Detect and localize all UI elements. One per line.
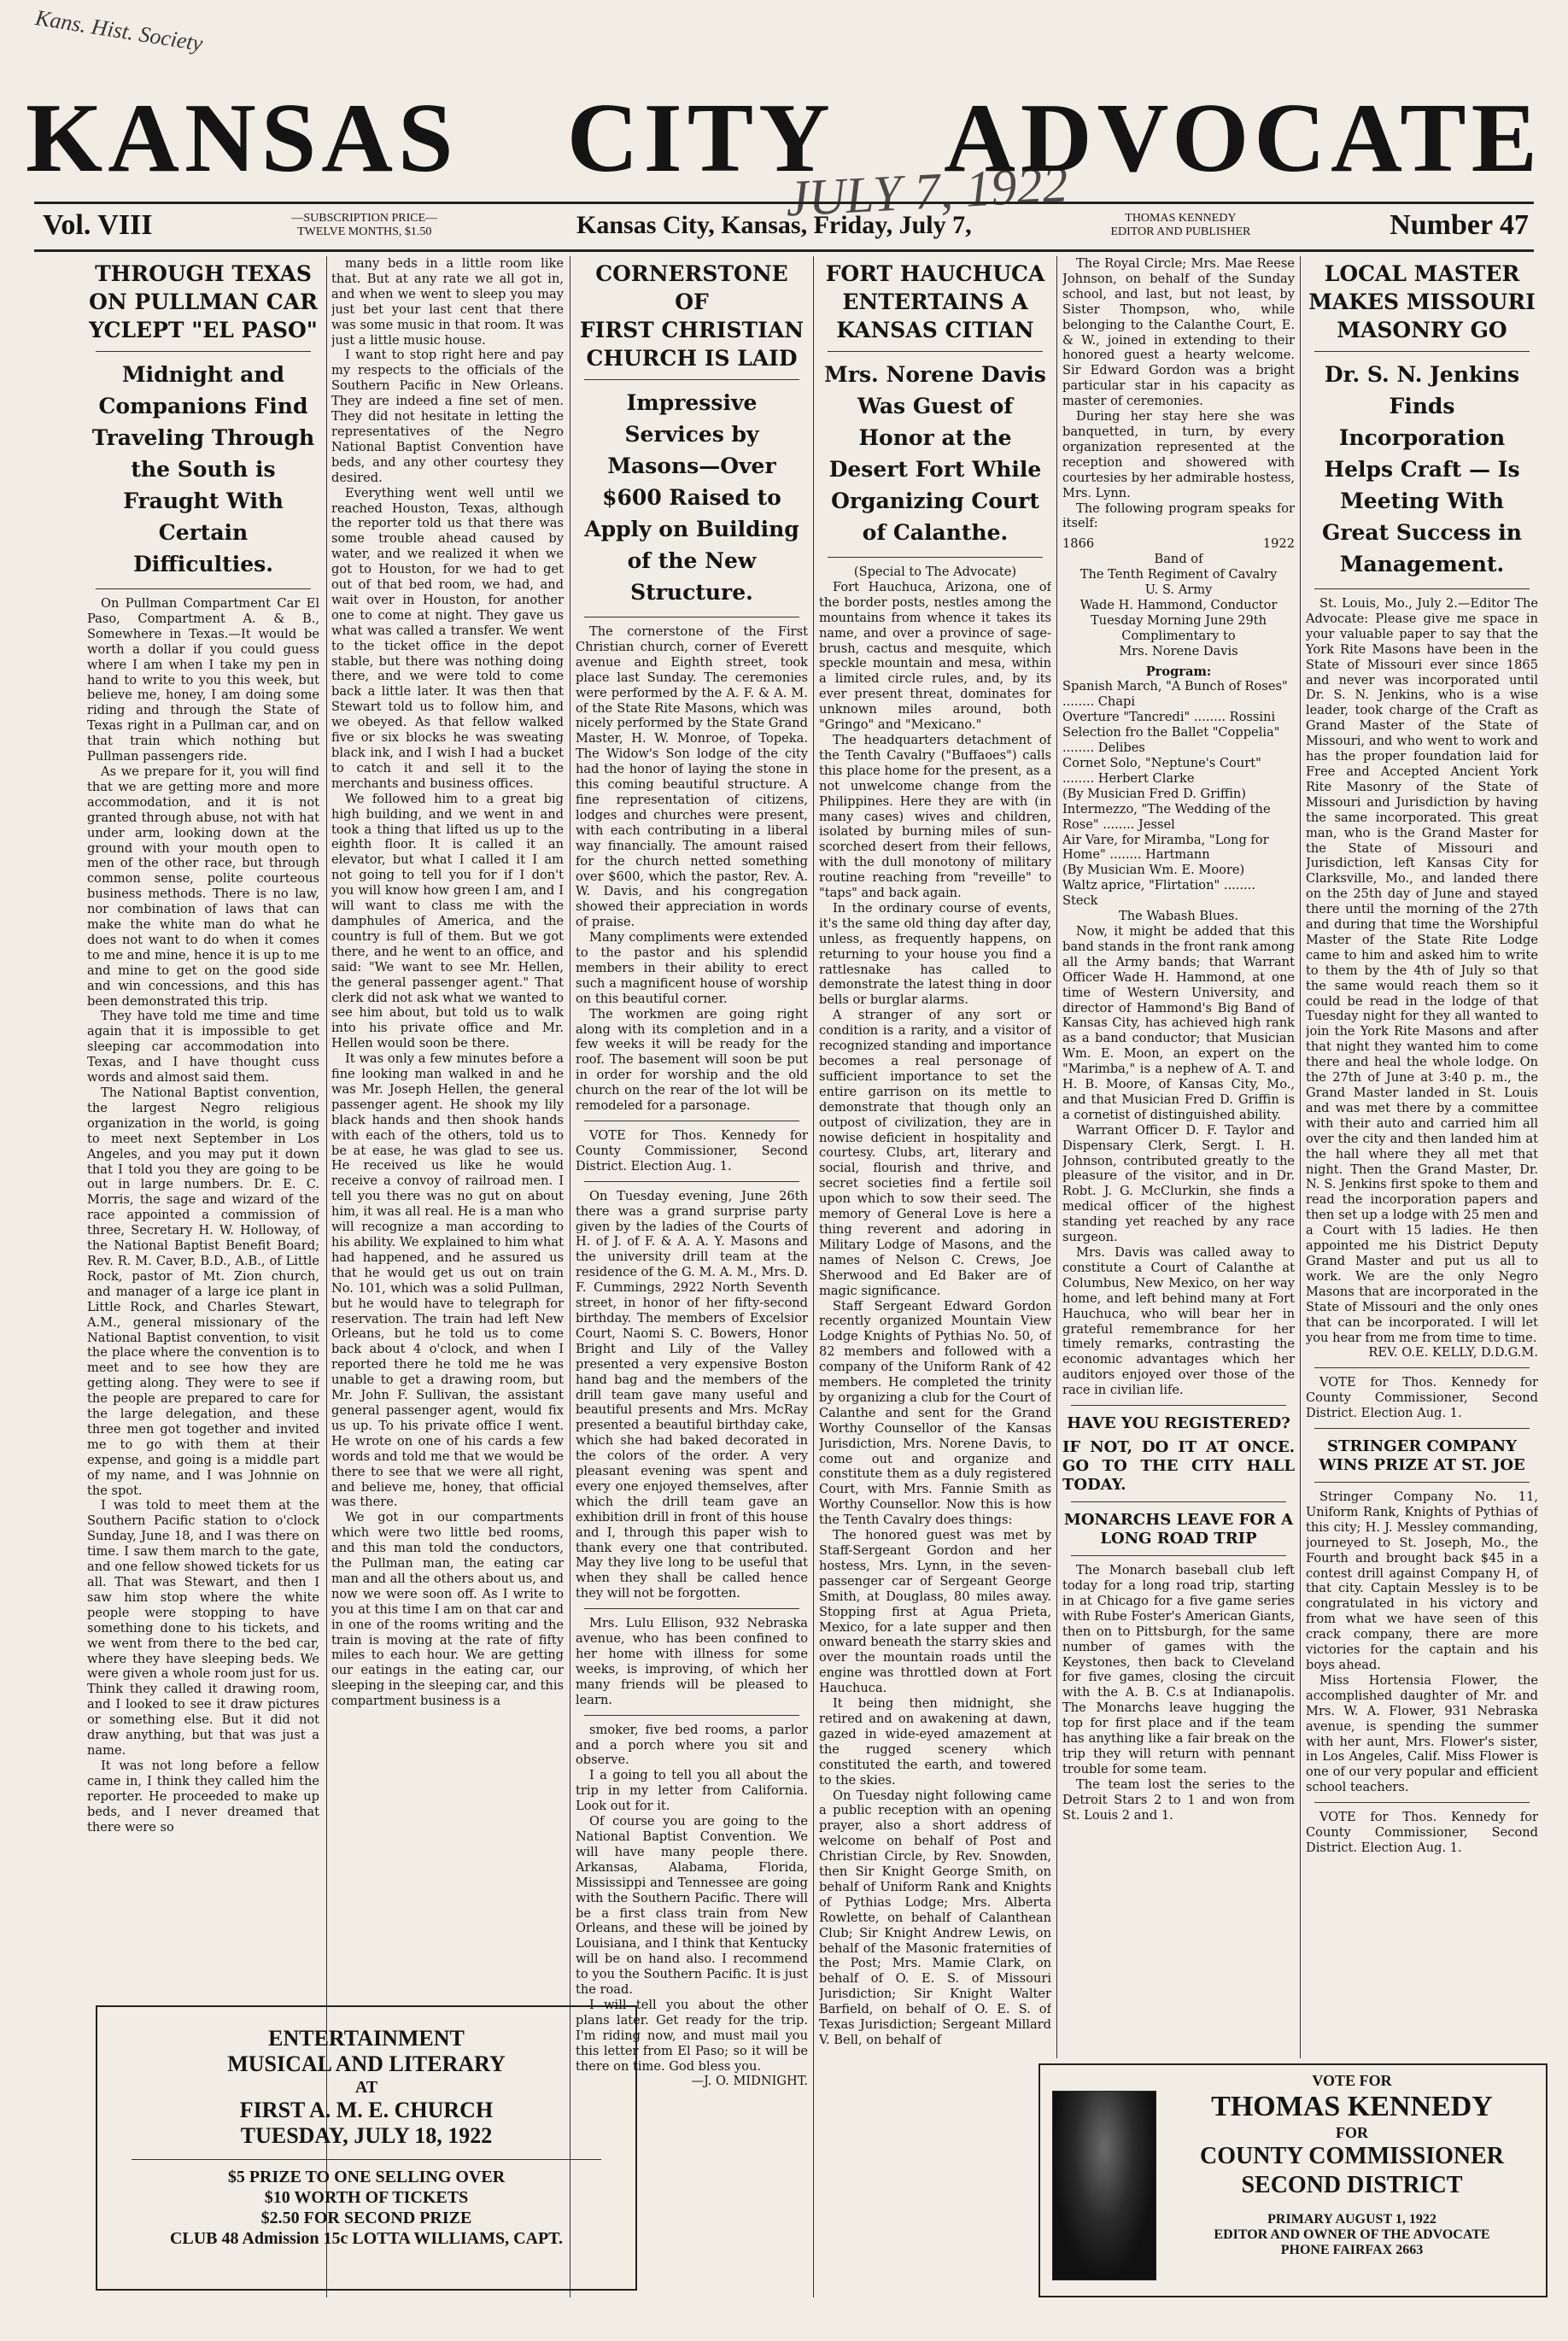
entertainment-ad <box>96 2005 637 2291</box>
column-4 <box>819 256 1051 2289</box>
article-paragraph: The workmen are going right along with its completion and in a few weeks it will be ready for the roof. The basement will soon be put in order for worship and the old church on the rear of the lot will be remodeled for a parsonage. <box>576 1006 808 1114</box>
program-item: Overture "Tancredi" ........ Rossini <box>1062 710 1276 725</box>
column-5 <box>1062 256 1295 2050</box>
program-item: (By Musician Fred D. Griffin) <box>1062 786 1246 801</box>
headline-cornerstone <box>576 260 808 372</box>
program-item: The Wabash Blues. <box>1119 909 1238 924</box>
article-paragraph: It was only a few minutes before a fine looking man walked in and he was Mr. Joseph Hellen, the general passenger agent. He shook my lily black hands and then shook hands with each of the others, told us to be at ease, he was glad to see us. He received us like he would receive a convoy of railroad men. I tell you there was no gut on about him, it was all real. He is a man who will recognize a man according to his ability. We explained to him what had happened, and he assured us that he would get us out on train No. 101, which was a solid Pullman, but he would have to telegraph for reservation. The train had left New Orleans, but he told us to come back about 4 o'clock, and when I reported there he told me he was unable to get a drawing room, but Mr. John F. Sullivan, the assistant general passenger agent, would fix us up. To his private office I went. He wrote on one of his cards a few words and told me that we would be there to see that we were all right, and believe me, honey, that official was there. <box>331 1051 564 1510</box>
headline-line: THROUGH TEXAS <box>95 261 312 286</box>
issue-number: Number 47 <box>1390 209 1529 241</box>
article-paragraph: In the ordinary course of events, it's the same old thing day after day, unless, as frequently happens, on returning to your house you find a rattlesnake has called to demonstrate the latest thing in door bells or burglar alarms. <box>819 900 1051 1008</box>
article-paragraph: Warrant Officer D. F. Taylor and Dispensary Clerk, Sergt. I. H. Johnson, contributed greatly to the pleasure of the visitor, and in Dr. Robt. J. G. McClurkin, she finds a medical officer of the highest standing yet reached by any race surgeon. <box>1062 1122 1295 1245</box>
article-paragraph: During her stay here she was banquetted, in turn, by every organization represented at the reception and showered with courtesies by her admirable hostess, Mrs. Lynn. <box>1062 409 1295 500</box>
headline-line: YCLEPT "EL PASO" <box>89 318 318 342</box>
dateline: Kansas City, Kansas, Friday, July 7, <box>576 211 972 239</box>
divider <box>1071 1405 1286 1406</box>
column-3 <box>576 256 808 2289</box>
column-1 <box>87 256 319 1999</box>
divider <box>1314 1802 1530 1803</box>
divider <box>828 557 1043 558</box>
article-paragraph: I want to stop right here and pay my respects to the officials of the Southern Pacific in New Orleans. They are indeed a fine set of men. They did not hesitate in letting the representatives of the Negro National Baptist Convention have beds, and any other courtesy they desired. <box>331 348 564 485</box>
article-paragraph: Stringer Company No. 11, Uniform Rank, Knights of Pythias of this city; H. J. Messley commanding, journeyed to St. Joseph, Mo., the Fourth and brought back $45 in a contest drill against Company H, of that city. Captain Messley is to be congratulated in his victory and from what we have seen of this crack company, there are more victories for the captain and his boys ahead. <box>1306 1489 1538 1672</box>
ad-line: $5 PRIZE TO ONE SELLING OVER <box>227 2168 506 2186</box>
signature: REV. O.E. KELLY, D.D.G.M. <box>1368 1345 1538 1361</box>
program-item: (By Musician Wm. E. Moore) <box>1062 863 1245 878</box>
article-paragraph: smoker, five bed rooms, a parlor and a porch where you sit and observe. <box>576 1722 808 1768</box>
ad-line: FOR <box>1336 2124 1368 2141</box>
headline-line: FORT HAUCHUCA <box>825 261 1045 286</box>
column-rule <box>1300 256 1301 2058</box>
article-paragraph: Now, it might be added that this band stands in the front rank among all the Army bands; that Warrant Officer Wade H. Hammond, at one time of Western University, and director of Hammond's Big Band of Kansas City, has achieved high rank as a band conductor; that Musician Wm. E. Moon, an expert on the "Marimba," is a nephew of A. T. and H. B. Moore, of Kansas City, Mo., and that Musician Fred D. Griffin is a cornetist of distinguished ability. <box>1062 923 1295 1122</box>
headline-line: MAKES MISSOURI <box>1308 290 1536 314</box>
program-item: Selection fro the Ballet "Coppelia" ........ Delibes <box>1062 725 1280 756</box>
masthead-word-kansas: KANSAS <box>26 84 459 193</box>
divider <box>584 1715 799 1716</box>
ad-line: MUSICAL AND LITERARY <box>227 2051 506 2076</box>
program-year: 1922 <box>1262 536 1295 552</box>
divider <box>584 1608 799 1609</box>
divider <box>1314 351 1530 352</box>
signature: —J. O. MIDNIGHT. <box>691 2074 808 2089</box>
column-rule <box>326 256 327 2297</box>
divider <box>828 351 1043 352</box>
headline-hauchuca <box>819 260 1051 344</box>
article-paragraph: The Monarch baseball club left today for a long road trip, starting in at Chicago for a five game series with Rube Foster's American Giants, then on to Pittsburgh, for the same number of games with the Keystones, then back to Cleveland for five games, closing the circuit with the A. B. C.s at Indianapolis. The Monarchs leave hugging the top for first place and if the team has anything like a fair break on the trip they will return with pennant trouble for some team. <box>1062 1563 1295 1776</box>
program-line: U. S. Army <box>1144 582 1213 598</box>
headline-line: MASONRY GO <box>1337 318 1507 342</box>
article-paragraph: The team lost the series to the Detroit Stars 2 to 1 and won from St. Louis 2 and 1. <box>1062 1776 1295 1823</box>
library-stamp: Kans. Hist. Society <box>33 5 205 56</box>
article-paragraph: The National Baptist convention, the largest Negro religious organization in the world, is going to meet next September in Los Angeles, and you may put it down that I told you they are going to be out in large numbers. Dr. E. C. Morris, the sage and wizard of the race appointed a commission of three, Secretary H. W. Holloway, of the National Baptist Benefit Board; Rev. R. M. Caver, B.D., A.B., of Little Rock, pastor of Mt. Zion church, and manager of a large ice plant in Little Rock, and Charles Stewart, A.M., general missionary of the National Baptist convention, to visit the place where the convention is to meet and to see how they are getting along. They were to see if the people are prepared to care for the large delegation, and these three men got together and invited me to go with them at their expense, and going is a middle part of my name, and I was Johnnie on the spot. <box>87 1086 319 1498</box>
editor-name: THOMAS KENNEDY <box>1125 212 1237 225</box>
article-paragraph: On Pullman Compartment Car El Paso, Compartment A. & B., Somewhere in Texas.—It would be worth a dollar if you could guess where I am when I take my pen in hand to write to you this week, but believe me, honey, I am doing some riding and through the State of Texas right in a Pullman car, and on that train which nothing but Pullman passengers ride. <box>87 596 319 764</box>
subscription-price <box>291 212 437 239</box>
ad-line: $10 WORTH OF TICKETS <box>264 2188 469 2207</box>
column-2 <box>331 256 564 1999</box>
article-paragraph: Staff Sergeant Edward Gordon recently organized Mountain View Lodge Knights of Pythias No. 50, of 82 members and followed with a company of the Uniform Rank of 42 members. He completed the trinity by organizing a club for the Court of Calanthe and sent for the Grand Worthy Counsellor of the Kansas Jurisdiction, Mrs. Norene Davis, to come out and organize and constitute them as a duly registered Court, with Mrs. Fannie Smith as Worthy Counsellor. Now this is how the Tenth Cavalry does things: <box>819 1298 1051 1528</box>
article-paragraph: On Tuesday evening, June 26th there was a grand surprise party given by the ladies of the Courts of H. of J. of F. & A. A. Y. Masons and the university drill team at the residence of the G. M. A. M., Mrs. D. F. Cummings, 2922 North Seventh street, in honor of her fifty-second birthday. The members of Excelsior Court, Naomi S. C. Bowers, Honor Bright and Lily of the Valley presented a very expensive Boston hand bag and the members of the drill team gave many useful and beautiful presents and Mrs. McRay presented a beautiful birthday cake, which she had baked decorated in the colors of the order. A very pleasant evening was spent and every one enjoyed themselves, after which the drill team gave an exhibition drill in front of this house and I, through this paper wish to thank every one that contributed. May they live long to be useful that when they shall be called hence they will not be forgotten. <box>576 1188 808 1601</box>
article-paragraph: Mrs. Lulu Ellison, 932 Nebraska avenue, who has been confined to her home with illness for some weeks, is improving, of which her many friends will be pleased to learn. <box>576 1616 808 1707</box>
divider <box>1314 1482 1530 1483</box>
deck-cornerstone: Impressive Services by Masons—Over $600 Raised to Apply on Building of the New Structure. <box>584 390 799 605</box>
subscription-line-2: TWELVE MONTHS, $1.50 <box>297 225 432 238</box>
ad-line: TUESDAY, JULY 18, 1922 <box>240 2123 493 2148</box>
stringer-headline: STRINGER COMPANY WINS PRIZE AT ST. JOE <box>1319 1437 1525 1475</box>
column-6 <box>1306 256 1538 2050</box>
article-paragraph: It was not long before a fellow came in, I think they called him the reporter. He proceeded to make up beds, and I never dreamed that there were so <box>87 1758 319 1835</box>
headline-line: CHURCH IS LAID <box>586 346 798 371</box>
divider <box>1071 1555 1286 1556</box>
top-rule <box>34 202 1534 204</box>
program-item: Waltz aprice, "Flirtation" ........ Steck <box>1062 878 1255 909</box>
vote-notice: VOTE for Thos. Kennedy for County Commissioner, Second District. Election Aug. 1. <box>1306 1810 1538 1855</box>
ad-line: CLUB 48 Admission 15c LOTTA WILLIAMS, CAPT. <box>169 2229 564 2248</box>
article-paragraph: The Royal Circle; Mrs. Mae Reese Johnson, on behalf of the Sunday school, and last, but not least, by Sister Thompson, who, while belonging to the Calanthe Court, E. & W., joined in extending to their honored guest a hearty welcome. Sir Edward Gordon was a bright particular star in his capacity as master of ceremonies. <box>1062 256 1295 409</box>
article-paragraph: On Tuesday night following came a public reception with an opening prayer, also a short address of welcome on behalf of Post and Christian Circle, by Rev. Snowden, then Sir Knight George Smith, on behalf of Uniform Rank and Knights of Pythias Lodge; Mrs. Alberta Rowlette, on behalf of Calanthean Club; Sir Knight Andrew Lewis, on behalf of the Masonic fraternities of the Post; Mrs. Mamie Clark, on behalf of O. E. S. of Missouri Jurisdiction; Sir Knight Walter Barfield, on behalf of O. E. S. of Texas Jurisdiction; Sergeant Millard V. Bell, on behalf of <box>819 1788 1051 2047</box>
vote-ad-text <box>1168 2070 1536 2258</box>
article-paragraph: The following program speaks for itself: <box>1062 500 1295 531</box>
article-paragraph: St. Louis, Mo., July 2.—Editor The Advocate: Please give me space in your valuable paper to say that the York Rite Masons have been in the State of Missouri ever since 1865 and never was incorporated until Dr. S. N. Jenkins, who is a wise leader, took charge of the Craft as Grand Master of the State of Missouri, and who went to work and has the proper foundation laid for Free and Accepted Ancient York Rite Masonry of the State of Missouri and Jurisdiction by having the same incorporated. This great man, who is the Grand Master for the State of Missouri and Jurisdiction, left Kansas City for Clarksville, Mo., and landed there on the 25th day of June and stayed there until the morning of the 27th and during that time the Worshipful Master of the State Rite Lodge came to him and asked him to write to them by the 4th of July so that the same would reach them so it could be read in the lodge of that Tuesday night for they all wanted to join the York Rite Masons and after that night they wanted him to come there and heal the whole lodge. On the 27th of June at 3:40 p. m., the Grand Master landed in St. Louis and was met there by a committee with their auto and carried him all over the city and then landed him at the hall where they all met that night. Then the Grand Master, Dr. N. S. Jenkins first spoke to them and read the incorporation papers and then set up a lodge with 25 men and a Court with 15 ladies. He then appointed me his District Deputy Grand Master and put us all to work. We are the only Negro Masons that are incorporated in the State of Missouri and the only ones that can be incorporated. I will let you hear from me from time to time. <box>1306 596 1538 1345</box>
divider <box>96 588 311 589</box>
monarchs-headline: MONARCHS LEAVE FOR A LONG ROAD TRIP <box>1063 1511 1294 1548</box>
registered-headline: HAVE YOU REGISTERED? <box>1067 1414 1290 1433</box>
headline-line: FIRST CHRISTIAN <box>579 318 804 342</box>
divider <box>584 379 799 380</box>
program-item: Intermezzo, "The Wedding of the Rose" ........ Jessel <box>1062 801 1271 832</box>
divider <box>1314 588 1530 589</box>
headline-line: ENTERTAINS A <box>842 290 1028 314</box>
program-year: 1866 <box>1062 536 1095 552</box>
program-line: Band of <box>1154 552 1203 567</box>
info-bar <box>43 205 1529 246</box>
divider <box>1314 1367 1530 1368</box>
article-paragraph: It being then midnight, she retired and on awakening at dawn, gazed in wide-eyed amazement at the rugged scenery which constituted the earth, and towered to the skies. <box>819 1696 1051 1788</box>
info-rule <box>34 249 1534 252</box>
article-paragraph: A stranger of any sort or condition is a rarity, and a visitor of recognized standing and importance becomes a real personage of sufficient importance to set the entire garrison on its mettle to demonstrate that though only an outpost of civilization, they are in nowise deficient in hospitality and courtesy. Clubs, art, literary and social, flourish and thrive, and secret societies find a fertile soil upon which to sow their seed. The memory of General Love is here a thing reverent and adoring in Military Lodge of Masons, and the names of Nelson C. Crews, Joe Sherwood and Ed Baker are of magic significance. <box>819 1008 1051 1298</box>
article-paragraph: Fort Hauchuca, Arizona, one of the border posts, nestles among the mountains from whence it takes its name, and over a province of sage-brush, cactus and mesquite, which speckle mountain and mesa, within a limited circle rules, and, by its ever present threat, dominates for unknown miles around, both "Gringo" and "Mexicano." <box>819 579 1051 733</box>
candidate-portrait <box>1052 2091 1156 2280</box>
article-paragraph: I will tell you about the other plans later. Get ready for the trip. I'm riding now, and must mail you this letter from El Paso; so it will be there on time. God bless you. <box>576 1997 808 2074</box>
article-paragraph: I a going to tell you all about the trip in my letter from California. Look out for it. <box>576 1768 808 1814</box>
ad-line: AT <box>354 2078 378 2097</box>
divider <box>1071 1501 1286 1502</box>
vote-notice: VOTE for Thos. Kennedy for County Commissioner, Second District. Election Aug. 1. <box>1306 1375 1538 1421</box>
column-rule <box>813 256 814 2297</box>
program-line: The Tenth Regiment of Cavalry <box>1079 567 1278 582</box>
headline-local-master <box>1306 260 1538 344</box>
vote-notice: VOTE for Thos. Kennedy for County Commissioner, Second District. Election Aug. 1. <box>576 1128 808 1173</box>
article-paragraph: many beds in a little room like that. But at any rate we all got in, and when we went to sleep you may just bet your last cent that there was some music in that room. It was just a little music house. <box>331 256 564 348</box>
subscription-line-1: —SUBSCRIPTION PRICE— <box>291 212 438 225</box>
article-paragraph: We followed him to a great big high building, and we went in and took a thing that lifted us up to the eighth floor. It is called it an elevator, but what I called it I am not going to tell you for if I don't you will know how green I am, and I will want to class me with the damphules of America, and the country is full of them. But we got there, and he went to an office, and said: "We want to see Mr. Hellen, the general passenger agent." That clerk did not ask what we wanted to see him about, but told us to walk into his private office and Mr. Hellen would soon be there. <box>331 791 564 1051</box>
editor-credit <box>1110 212 1250 239</box>
headline-texas <box>87 260 319 344</box>
program-years <box>1062 536 1295 552</box>
ad-line: COUNTY COMMISSIONER <box>1200 2143 1504 2169</box>
article-paragraph: The headquarters detachment of the Tenth Cavalry ("Buffaoes") calls this place home for the present, as a not unwelcome change from the Philippines. Here they are with (in many cases) wives and children, isolated by burning miles of sun-scorched desert from their fellows, with the dull monotony of military routine reaching from "reveille" to "taps" and back again. <box>819 732 1051 901</box>
headline-line: KANSAS CITIAN <box>836 318 1034 342</box>
headline-line: ON PULLMAN CAR <box>89 290 318 314</box>
ad-line: EDITOR AND OWNER OF THE ADVOCATE <box>1214 2227 1490 2242</box>
article-paragraph: As we prepare for it, you will find that we are getting more and more accommodation, and it is not granted through abuse, not with hat under arm, looking down at the ground with your mouth open to men of the other race, but through common sense, polite courteous business methods. There is no law, nor combination of laws that can make the white man do what he does not want to do when it comes to me and mine, hence it is up to me and mine to get on the good side and win concessions, and this has been demonstrated this trip. <box>87 764 319 1009</box>
program-label: Program: <box>1145 664 1212 679</box>
headline-line: CORNERSTONE OF <box>595 261 788 314</box>
article-paragraph: I was told to meet them at the Southern Pacific station to o'clock Sunday, June 18, and I was there on time. I saw them march to the gate, and one fellow showed tickets for us all. That was Stewart, and then I saw him stop where the white people were stopping to have something done to his tickets, and we went from there to the bed car, where they have sleeping beds. We were given a whole room just for us. Think they called it drawing room, and I looked to see it draw pictures or something else. But it did not draw anything, but that was just a name. <box>87 1498 319 1758</box>
editor-title: EDITOR AND PUBLISHER <box>1110 225 1251 238</box>
masthead-word-advocate: ADVOCATE <box>944 84 1542 193</box>
ad-line: PRIMARY AUGUST 1, 1922 <box>1267 2212 1436 2227</box>
ad-line: VOTE FOR <box>1312 2072 1392 2089</box>
deck-hauchuca: Mrs. Norene Davis Was Guest of Honor at the Desert Fort While Organizing Court of Calanthe. <box>824 362 1046 545</box>
article-paragraph: The cornerstone of the First Christian church, corner of Everett avenue and Eighth street, took place last Sunday. The ceremonies were performed by the A. F. & A. M. of the State Rite Masons, which was nicely performed by the State Grand Master, H. W. Monroe, of Topeka. The Widow's Son lodge of the city had the honor of laying the stone in this coming beautiful structure. A fine representation of citizens, lodges and churches were present, with each contributing in a liberal way financially. The amount raised for the church netted something over $600, which the pastor, Rev. A. W. Davis, and his congregation showed their appreciation in words of praise. <box>576 624 808 930</box>
vote-kennedy-ad <box>1039 2063 1548 2297</box>
article-paragraph: We got in our compartments which were two little bed rooms, and this man told the conductors, the Pullman man, the eating car man and all the others about us, and now we were soon off. As I write to you at this time I am on that car and in one of the rooms writing and the train is moving at the rate of fifty miles to each hour. We are getting our eatings in the eating car, our sleeping in the sleeping car, and this compartment business is a <box>331 1510 564 1709</box>
article-paragraph: Everything went well until we reached Houston, Texas, although the reporter told us that there was some trouble ahead caused by water, and we realized it when we got to Houston, for we had to get out of that bed room, we had, and wait over in Houston, for another one to come at night. They gave us what was called a transfer. We went to the ticket office in the depot stable, but there was nothing doing there, and we were told to come back a little later. It was then that Stewart told us to follow him, and we obeyed. As that fellow walked five or six blocks he was sweating black ink, and I wish I had a bucket to catch it and sell it to the merchants and business offices. <box>331 485 564 791</box>
article-paragraph: Many compliments were extended to the pastor and his splendid members in their ability to erect such a magnificent house of worship on this beautiful corner. <box>576 930 808 1006</box>
article-paragraph: Mrs. Davis was called away to constitute a Court of Calanthe at Columbus, New Mexico, on her way home, and left behind many at Fort Hauchuca, who will bear her in grateful remembrance for her timely remarks, contrasting the economic advantages which her auditors enjoyed over those of the race in civilian life. <box>1062 1245 1295 1398</box>
article-paragraph: Miss Hortensia Flower, the accomplished daughter of Mr. and Mrs. W. A. Flower, 931 Nebraska avenue, is spending the summer with her aunt, Mrs. Flower's sister, in Los Angeles, Calif. Miss Flower is one of our very popular and efficient school teachers. <box>1306 1672 1538 1795</box>
program-item: Air Vare, for Miramba, "Long for Home" ........ Hartmann <box>1062 832 1269 863</box>
volume: Vol. VIII <box>43 209 153 241</box>
article-paragraph: Of course you are going to the National Baptist Convention. We will have many people there. Arkansas, Alabama, Florida, Mississippi and Tennessee are going with the Southern Pacific. There will be a first class train from New Orleans, and these will be joined by Louisiana, and I think that Kentucky will be on hand also. I recommend to you the Southern Pacific. It is just the road. <box>576 1814 808 1998</box>
program-line: Wade H. Hammond, Conductor <box>1079 597 1278 612</box>
program-line: Complimentary to <box>1121 628 1236 643</box>
article-paragraph: They have told me time and time again that it is impossible to get sleeping car accommodation into Texas, and I have thought cuss words and almost said them. <box>87 1009 319 1086</box>
registered-body: IF NOT, DO IT AT ONCE. GO TO THE CITY HALL TODAY. <box>1062 1438 1295 1495</box>
handwritten-date: JULY 7, 1922 <box>784 155 1069 227</box>
article-paragraph: The honored guest was met by Staff-Sergeant Gordon and her hostess, Mrs. Lynn, in the seven-passenger car of Sergeant George Smith, at Douglass, 80 miles away. Stopping first at Agua Prieta, Mexico, for a late supper and then onward beneath the starry skies and over the mountain roads until the engine was throttled down at Fort Hauchuca. <box>819 1528 1051 1696</box>
ad-line: ENTERTAINMENT <box>268 2026 465 2051</box>
band-program <box>1062 536 1295 924</box>
program-line: Tuesday Morning June 29th <box>1090 612 1267 628</box>
program-line: Mrs. Norene Davis <box>1119 643 1238 658</box>
headline-line: LOCAL MASTER <box>1324 261 1520 286</box>
divider <box>96 351 311 352</box>
ad-line: FIRST A. M. E. CHURCH <box>239 2098 494 2122</box>
deck-texas: Midnight and Companions Find Traveling Through the South is Fraught With Certain Difficulties. <box>91 362 315 576</box>
ad-line: SECOND DISTRICT <box>1241 2172 1463 2198</box>
divider <box>584 1181 799 1182</box>
ad-line: PHONE FAIRFAX 2663 <box>1280 2243 1424 2257</box>
ad-line: THOMAS KENNEDY <box>1211 2091 1493 2122</box>
ad-line: $2.50 FOR SECOND PRIZE <box>260 2209 472 2227</box>
special-credit: (Special to The Advocate) <box>853 565 1017 579</box>
deck-local-master: Dr. S. N. Jenkins Finds Incorporation Helps Craft — Is Meeting With Great Success in Management. <box>1322 362 1522 576</box>
column-rule <box>1056 256 1057 2058</box>
divider <box>1314 1428 1530 1429</box>
program-item: Cornet Solo, "Neptune's Court" ........ Herbert Clarke <box>1062 756 1261 786</box>
masthead-word-city: CITY <box>566 84 835 193</box>
program-item: Spanish March, "A Bunch of Roses" ........ Chapi <box>1062 679 1288 710</box>
